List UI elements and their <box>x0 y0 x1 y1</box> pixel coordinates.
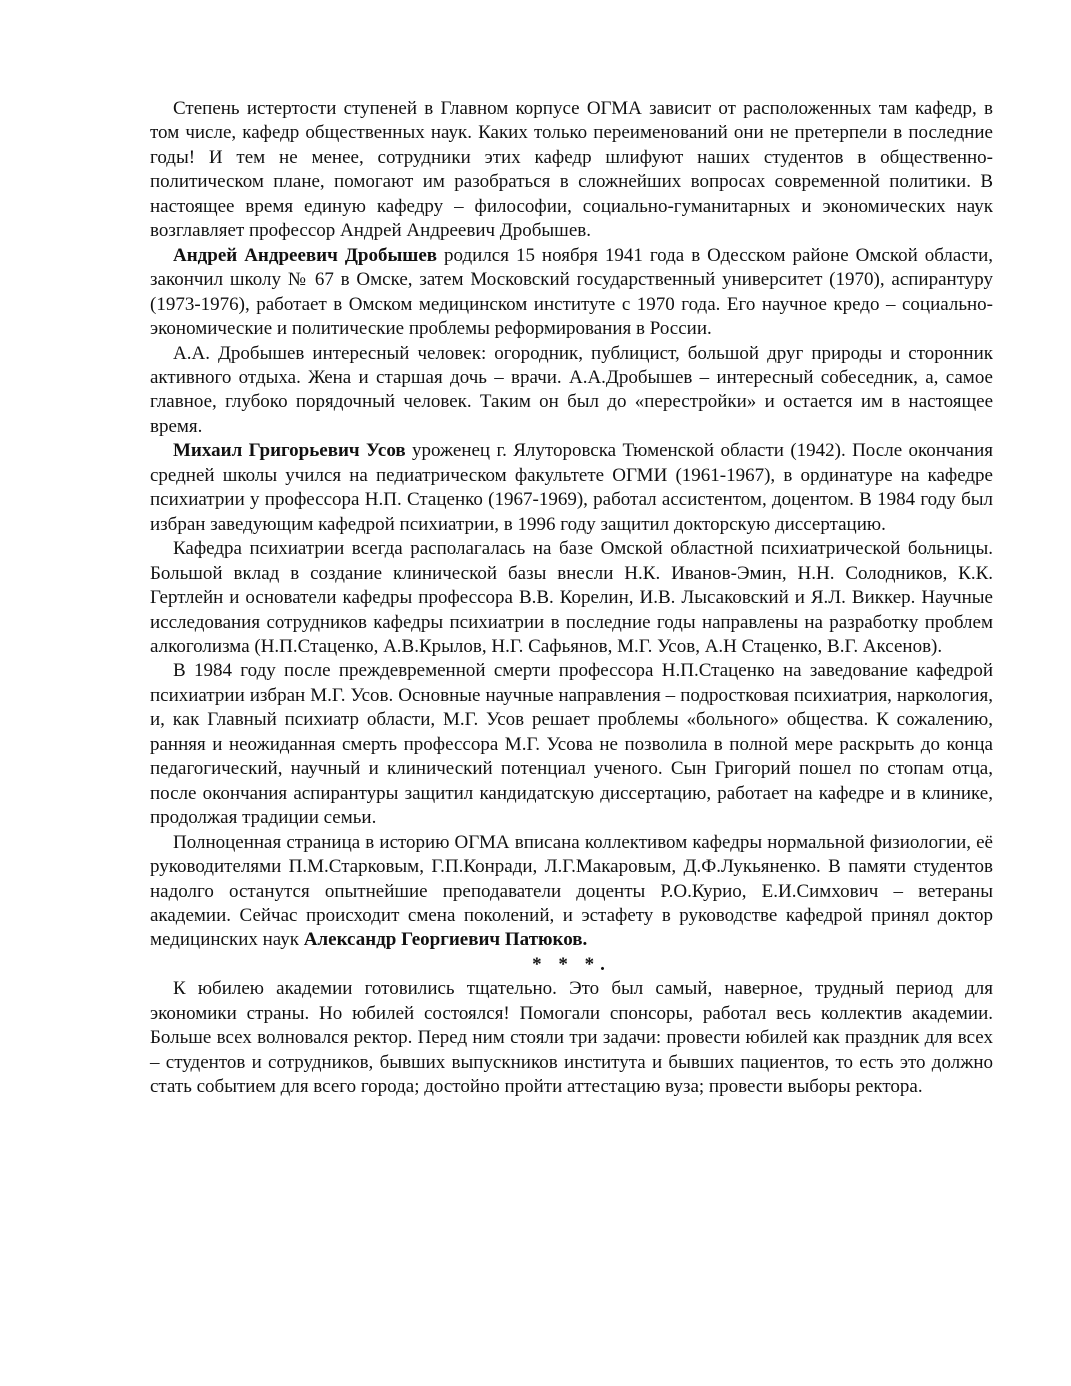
paragraph-jubilee <box>150 977 993 1099</box>
paragraph-text: А.А. Дробышев интересный человек: огородник, публицист, большой друг природы и сторонник активного отдыха. Жена и старшая дочь – врачи. А.А.Дробышев – интересный собеседник, а, самое главное, глубоко порядочный человек. Таким он был до «перестройки» и остается им в настоящее время. <box>150 342 993 437</box>
person-name-bold: Михаил Григорьевич Усов <box>173 440 406 462</box>
paragraph-text: Кафедра психиатрии всегда располагалась на базе Омской областной психиатрической больницы. Большой вклад в создание клинической базы внесли Н.К. Иванов-Эмин, Н.Н. Солодников, К.К. Гертлейн и основатели кафедры профессора В.В. Корелин, И.В. Лысаковский и Я.Л. Виккер. Научные исследования сотрудников кафедры психиатрии в последние годы направлены на разработку проблем алкоголизма (Н.П.Стаценко, А.В.Крылов, Н.Г. Сафьянов, М.Г. Усов, А.Н Стаценко, В.Г. Аксенов). <box>150 538 993 657</box>
paragraph-drobyshev-bio <box>150 244 993 342</box>
paragraph-usov-appointment <box>150 659 993 830</box>
paragraph-drobyshev-character <box>150 342 993 440</box>
person-name-bold: Андрей Андреевич Дробышев <box>173 244 438 266</box>
section-separator: * * *. <box>532 953 611 975</box>
paragraph-text: родился 15 ноября 1941 года в Одесском районе Омской области, закончил школу № 67 в Омске, затем Московский государственный университет (1970), аспирантуру (1973-1976), работает в Омском медицинском институте с 1970 года. Его научное кредо – социально-экономические и политические проблемы реформирования в России. <box>150 244 994 340</box>
paragraph-usov-bio <box>150 439 993 537</box>
paragraph-text: уроженец г. Ялуторовска Тюменской области (1942). После окончания средней школы учился на педиатрическом факультете ОГМИ (1961-1967), в ординатуре на кафедре психиатрии у профессора Н.П. Стаценко (1967-1969), работал ассистентом, доцентом. В 1984 году был избран заведующим кафедрой психиатрии, в 1996 году защитил докторскую диссертацию. <box>150 440 993 535</box>
paragraph-text: Степень истертости ступеней в Главном корпусе ОГМА зависит от расположенных там кафедр, в том числе, кафедр общественных наук. Каких только переименований они не претерпели в последние годы! И тем не менее, сотрудники этих кафедр шлифуют наших студентов в общественно-политическом плане, помогают им разобраться в сложнейших вопросах современной политики. В настоящее время единую кафедру – философии, социально-гуманитарных и экономических наук возглавляет профессор Андрей Андреевич Дробышев. <box>150 98 993 242</box>
paragraph-humanities-department <box>150 97 993 244</box>
paragraph-text: К юбилею академии готовились тщательно. Это был самый, наверное, трудный период для экономики страны. Но юбилей состоялся! Помогали спонсоры, работал весь коллектив академии. Больше всех волновался ректор. Перед ним стояли три задачи: провести юбилей как праздник для всех – студентов и сотрудников, бывших выпускников института и бывших пациентов, то есть это должно стать событием для всего города; достойно пройти аттестацию вуза; провести выборы ректора. <box>150 978 993 1098</box>
paragraph-text: Полноценная страница в историю ОГМА вписана коллективом кафедры нормальной физиологии, её руководителями П.М.Старковым, Г.П.Конради, Л.Г.Макаровым, Д.Ф.Лукьяненко. В памяти студентов надолго останутся опытнейшие преподаватели доценты Р.О.Курио, Е.И.Симхович – ветераны академии. Сейчас происходит смена поколений, и эстафету в руководстве кафедрой принял доктор медицинских наук <box>150 831 993 951</box>
paragraph-psychiatry-department <box>150 537 993 659</box>
paragraph-physiology-department <box>150 831 993 953</box>
person-name-bold: Александр Георгиевич Патюков. <box>303 929 588 951</box>
document-body <box>150 97 993 1100</box>
paragraph-text: В 1984 году после преждевременной смерти профессора Н.П.Стаценко на заведование кафедрой психиатрии избран М.Г. Усов. Основные научные направления – подростковая психиатрия, наркология, и, как Главный психиатр области, М.Г. Усов решает проблемы «больного» общества. К сожалению, ранняя и неожиданная смерть профессора М.Г. Усова не позволила в полной мере раскрыть до конца педагогический, научный и клинический потенциал ученого. Сын Григорий пошел по стопам отца, после окончания аспирантуры защитил кандидатскую диссертацию, работает на кафедре и в клинике, продолжая традиции семьи. <box>150 660 993 829</box>
